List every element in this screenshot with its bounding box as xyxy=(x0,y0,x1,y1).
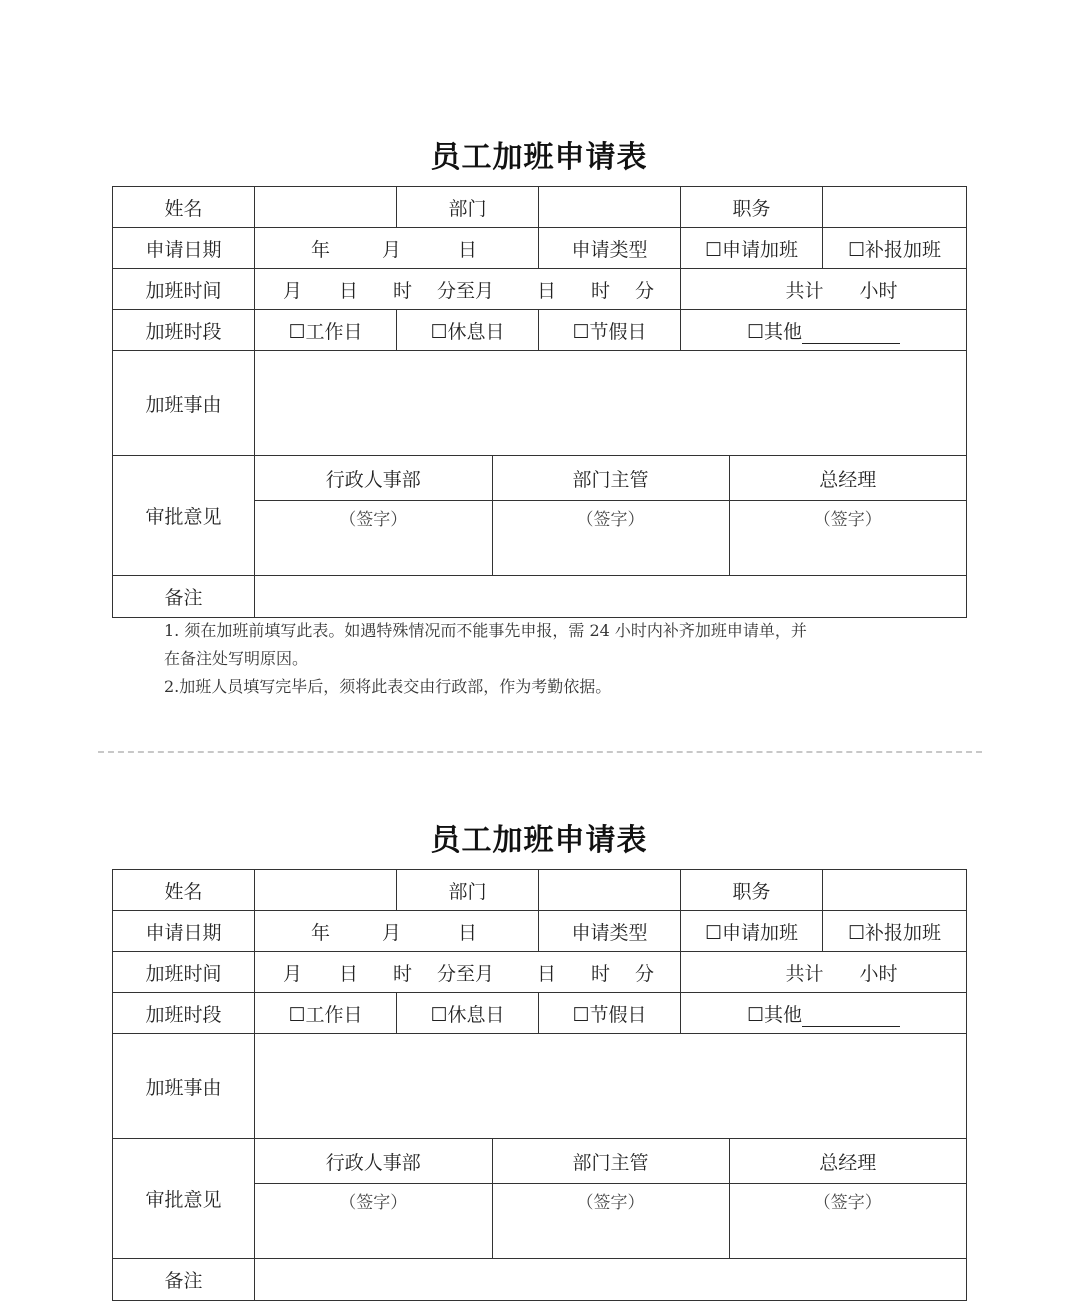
table-row xyxy=(113,269,967,310)
dept-field[interactable] xyxy=(539,870,681,911)
gm-signature-field[interactable]: （签字） xyxy=(813,1193,882,1213)
apply-date-field[interactable] xyxy=(255,911,539,952)
table-row xyxy=(113,911,967,952)
report-overtime-checkbox[interactable]: ☐补报加班 xyxy=(823,228,967,269)
approval-label: 审批意见 xyxy=(113,1139,255,1259)
dept-label: 部门 xyxy=(397,870,539,911)
form-notes xyxy=(164,617,944,701)
total-hours-field[interactable] xyxy=(681,952,967,993)
position-label: 职务 xyxy=(681,187,823,228)
apply-type-label: 申请类型 xyxy=(539,228,681,269)
apply-date-label: 申请日期 xyxy=(113,911,255,952)
ot-time-field[interactable] xyxy=(255,269,681,310)
remark-label: 备注 xyxy=(113,576,255,618)
restday-checkbox[interactable]: ☐休息日 xyxy=(397,310,539,351)
dept-head-signature-field[interactable]: （签字） xyxy=(492,501,729,576)
ot-time-label: 加班时间 xyxy=(113,269,255,310)
position-field[interactable] xyxy=(823,870,967,911)
approver-gm: 总经理 xyxy=(729,456,966,501)
form-title: 员工加班申请表 xyxy=(430,823,648,858)
approval-table xyxy=(255,456,966,575)
table-row xyxy=(255,456,966,501)
ot-period-label: 加班时段 xyxy=(113,993,255,1034)
name-field[interactable] xyxy=(255,870,397,911)
table-row xyxy=(113,187,967,228)
remark-field[interactable] xyxy=(255,576,967,618)
position-field[interactable] xyxy=(823,187,967,228)
year-label: 年 xyxy=(310,921,330,944)
day-label: 日 xyxy=(458,921,478,944)
reason-field[interactable] xyxy=(255,351,967,456)
form-table xyxy=(112,186,967,618)
table-row xyxy=(113,1139,967,1259)
table-row xyxy=(255,1139,966,1184)
table-row xyxy=(113,952,967,993)
day-label: 日 xyxy=(339,962,359,985)
approval-section xyxy=(255,456,967,576)
ot-period-label: 加班时段 xyxy=(113,310,255,351)
month-label: 月 xyxy=(381,921,401,944)
table-row xyxy=(113,993,967,1034)
approval-label: 审批意见 xyxy=(113,456,255,576)
other-checkbox[interactable] xyxy=(681,310,967,351)
other-blank[interactable] xyxy=(802,325,900,344)
hour-label: 时 xyxy=(591,962,611,985)
table-row xyxy=(255,1184,966,1259)
note-2: 2.加班人员填写完毕后，须将此表交由行政部，作为考勤依据。 xyxy=(164,677,612,696)
name-label: 姓名 xyxy=(113,187,255,228)
hour-label: 时 xyxy=(393,962,413,985)
position-label: 职务 xyxy=(681,870,823,911)
month-label: 月 xyxy=(381,238,401,261)
table-row xyxy=(113,870,967,911)
dept-field[interactable] xyxy=(539,187,681,228)
other-checkbox[interactable] xyxy=(681,993,967,1034)
total-hours-field[interactable] xyxy=(681,269,967,310)
approver-hr: 行政人事部 xyxy=(255,1139,492,1184)
month-label: 月 xyxy=(283,962,303,985)
approver-gm: 总经理 xyxy=(729,1139,966,1184)
min-to-month-label: 分至月 xyxy=(437,279,495,302)
table-row xyxy=(113,310,967,351)
approval-section xyxy=(255,1139,967,1259)
report-overtime-checkbox[interactable]: ☐补报加班 xyxy=(823,911,967,952)
form-table xyxy=(112,869,967,1301)
apply-date-field[interactable] xyxy=(255,228,539,269)
ot-time-label: 加班时间 xyxy=(113,952,255,993)
table-row xyxy=(113,228,967,269)
table-row xyxy=(113,1259,967,1301)
page-divider xyxy=(98,751,982,753)
day-label: 日 xyxy=(339,279,359,302)
name-field[interactable] xyxy=(255,187,397,228)
ot-time-field[interactable] xyxy=(255,952,681,993)
remark-label: 备注 xyxy=(113,1259,255,1301)
hr-signature-field[interactable]: （签字） xyxy=(255,501,492,576)
holiday-checkbox[interactable]: ☐节假日 xyxy=(539,310,681,351)
gm-signature-field[interactable]: （签字） xyxy=(813,510,882,530)
approver-hr: 行政人事部 xyxy=(255,456,492,501)
apply-overtime-checkbox[interactable]: ☐申请加班 xyxy=(681,911,823,952)
hours-label: 小时 xyxy=(859,279,898,302)
minute-label: 分 xyxy=(635,962,655,985)
year-label: 年 xyxy=(310,238,330,261)
apply-date-label: 申请日期 xyxy=(113,228,255,269)
day-label: 日 xyxy=(458,238,478,261)
table-row xyxy=(113,456,967,576)
dept-label: 部门 xyxy=(397,187,539,228)
reason-field[interactable] xyxy=(255,1034,967,1139)
hr-signature-field[interactable]: （签字） xyxy=(255,1184,492,1259)
holiday-checkbox[interactable]: ☐节假日 xyxy=(539,993,681,1034)
approver-dept-head: 部门主管 xyxy=(492,1139,729,1184)
table-row xyxy=(255,501,966,576)
note-1-line-2: 在备注处写明原因。 xyxy=(164,649,309,668)
table-row xyxy=(113,351,967,456)
approval-table xyxy=(255,1139,966,1258)
overtime-form-1 xyxy=(112,136,966,618)
day-label: 日 xyxy=(537,279,557,302)
total-label: 共计 xyxy=(785,279,824,302)
workday-checkbox[interactable]: ☐工作日 xyxy=(255,993,397,1034)
dept-head-signature-field[interactable]: （签字） xyxy=(492,1184,729,1259)
apply-type-label: 申请类型 xyxy=(539,911,681,952)
other-blank[interactable] xyxy=(802,1008,900,1027)
workday-checkbox[interactable]: ☐工作日 xyxy=(255,310,397,351)
min-to-month-label: 分至月 xyxy=(437,962,495,985)
table-row xyxy=(113,576,967,618)
overtime-form-2 xyxy=(112,819,966,1301)
reason-label: 加班事由 xyxy=(113,351,255,456)
table-row xyxy=(113,1034,967,1139)
restday-checkbox[interactable]: ☐休息日 xyxy=(397,993,539,1034)
reason-label: 加班事由 xyxy=(113,1034,255,1139)
other-label: ☐其他 xyxy=(746,1003,803,1026)
hour-label: 时 xyxy=(393,279,413,302)
name-label: 姓名 xyxy=(113,870,255,911)
other-label: ☐其他 xyxy=(746,320,803,343)
hours-label: 小时 xyxy=(859,962,898,985)
form-title: 员工加班申请表 xyxy=(430,140,648,175)
minute-label: 分 xyxy=(635,279,655,302)
note-1-line-1: 1. 须在加班前填写此表。如遇特殊情况而不能事先申报，需 24 小时内补齐加班申请单，并 xyxy=(164,621,807,640)
day-label: 日 xyxy=(537,962,557,985)
hour-label: 时 xyxy=(591,279,611,302)
apply-overtime-checkbox[interactable]: ☐申请加班 xyxy=(681,228,823,269)
month-label: 月 xyxy=(283,279,303,302)
remark-field[interactable] xyxy=(255,1259,967,1301)
total-label: 共计 xyxy=(785,962,824,985)
approver-dept-head: 部门主管 xyxy=(492,456,729,501)
